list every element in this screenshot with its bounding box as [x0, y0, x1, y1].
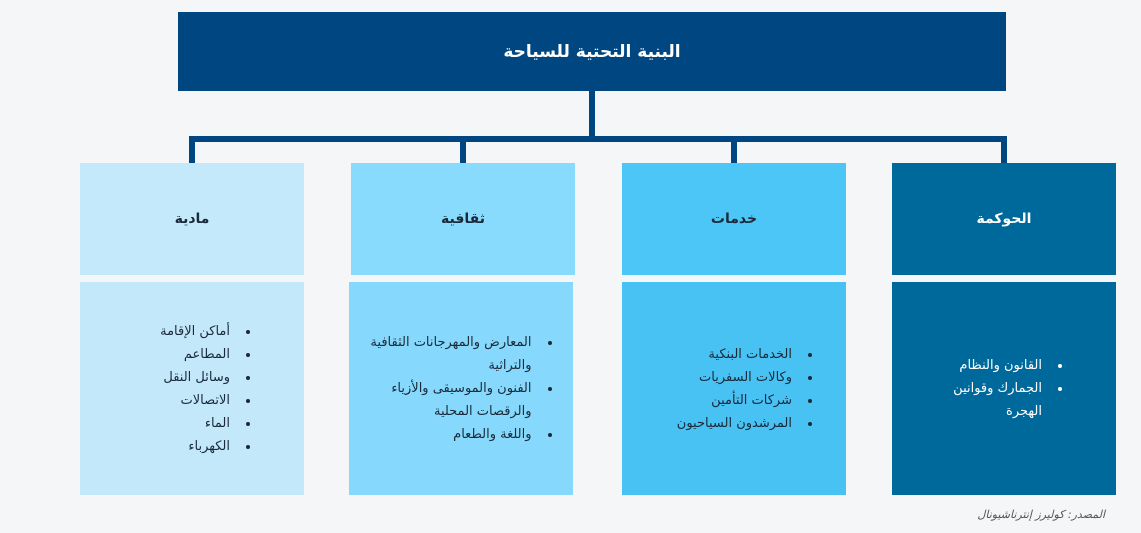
list-item: • واللغة والطعام [363, 423, 538, 446]
services-header [622, 163, 846, 275]
list-item: • وكالات السفريات [648, 366, 798, 389]
physical-list [126, 320, 258, 458]
governance-header [892, 163, 1116, 275]
list-item: • أماكن الإقامة [126, 320, 236, 343]
list-item: • الكهرباء [126, 435, 236, 458]
list-item: • المرشدون السياحيون [648, 412, 798, 435]
services-header-label: خدمات [710, 211, 758, 227]
services-list [648, 343, 820, 435]
culture-body [349, 282, 573, 495]
connector-drop-governance [1001, 136, 1007, 163]
connector-drop-services [731, 136, 737, 163]
culture-header [351, 163, 575, 275]
list-item: • وسائل النقل [126, 366, 236, 389]
list-item: • المطاعم [126, 343, 236, 366]
physical-header-label: مادية [174, 211, 210, 227]
connector-drop-culture [460, 136, 466, 163]
culture-header-label: ثقافية [441, 211, 485, 227]
list-item: • الفنون والموسيقى والأزياء والرقصات المحلية [363, 377, 538, 423]
governance-header-label: الحوكمة [976, 211, 1032, 227]
physical-body [80, 282, 304, 495]
governance-list [938, 354, 1070, 423]
list-item: • المعارض والمهرجانات الثقافية والتراثية [363, 331, 538, 377]
list-item: • القانون والنظام [938, 354, 1048, 377]
list-item: • الماء [126, 412, 236, 435]
diagram-title: البنية التحتية للسياحة [178, 12, 1006, 91]
physical-header [80, 163, 304, 275]
culture-list [363, 331, 560, 446]
list-item: • الخدمات البنكية [648, 343, 798, 366]
source-note: المصدر: كوليرز إنترناشيونال [977, 508, 1105, 521]
list-item: • شركات التأمين [648, 389, 798, 412]
governance-body [892, 282, 1116, 495]
list-item: • الاتصالات [126, 389, 236, 412]
list-item: • الجمارك وقوانين الهجرة [938, 377, 1048, 423]
connector-bus [189, 136, 1007, 142]
connector-drop-physical [189, 136, 195, 163]
connector-trunk [589, 91, 595, 139]
services-body [622, 282, 846, 495]
